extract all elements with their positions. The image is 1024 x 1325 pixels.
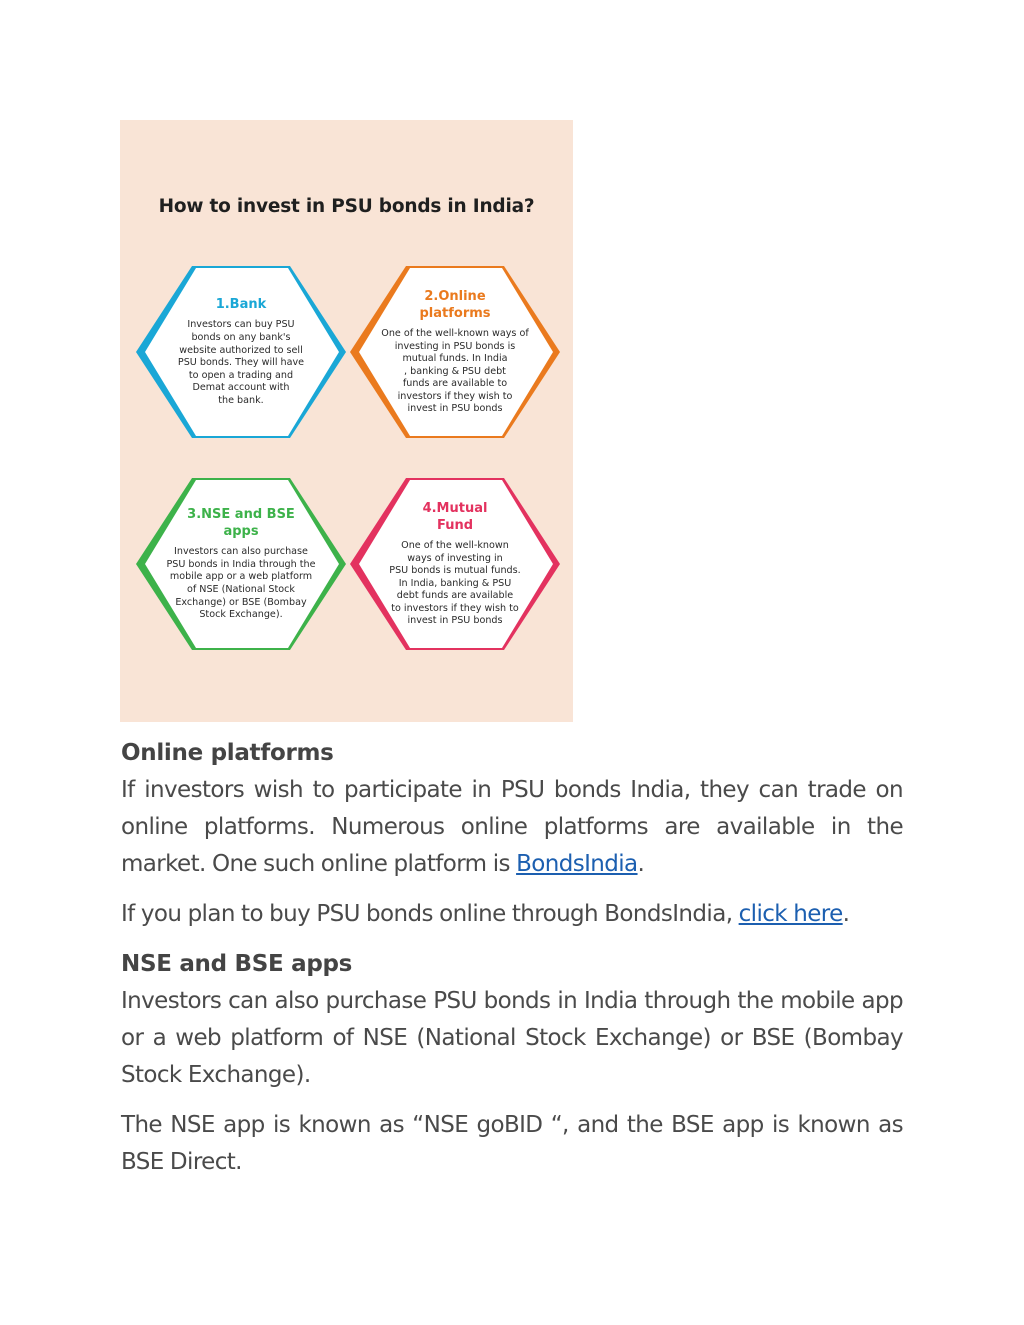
- hex-title-online-platforms: 2.Online platforms: [419, 288, 491, 321]
- hex-body-nse-bse-apps: Investors can also purchase PSU bonds in India through the mobile app or a web platform of NSE (National Stock Exchange) or BSE (Bombay Stock Exchange).: [166, 546, 316, 621]
- hex-card-bank: [132, 264, 350, 440]
- article-body: [121, 735, 903, 1181]
- bondsindia-link[interactable]: BondsIndia: [516, 851, 638, 877]
- hex-card-nse-bse-apps: [132, 476, 350, 652]
- online-paragraph-text: If investors wish to participate in PSU bonds India, they can trade on online platforms. Numerous online platforms are available in the market. One such online platform is: [121, 777, 903, 877]
- hex-title-mutual-fund: 4.Mutual Fund: [422, 500, 488, 533]
- buy-online-end: .: [842, 901, 850, 927]
- nse-bse-heading: NSE and BSE apps: [121, 951, 353, 977]
- hex-card-mutual-fund: [346, 476, 564, 652]
- buy-online-text: If you plan to buy PSU bonds online through BondsIndia,: [121, 901, 739, 927]
- hex-title-nse-bse-apps: 3.NSE and BSE apps: [187, 507, 295, 540]
- hex-title-bank: 1.Bank: [215, 297, 267, 313]
- online-paragraph-end: .: [637, 851, 645, 877]
- hex-body-mutual-fund: One of the well-known ways of investing in PSU bonds is mutual funds. In India, banking & PSU debt funds are available to investors if they wish to invest in PSU bonds: [389, 539, 521, 627]
- click-here-link[interactable]: click here: [738, 901, 843, 927]
- hex-body-online-platforms: One of the well-known ways of investing in PSU bonds is mutual funds. In India , banking & PSU debt funds are available to investors if they wish to invest in PSU bonds: [381, 327, 529, 415]
- hex-card-online-platforms: [346, 264, 564, 440]
- hex-body-bank: Investors can buy PSU bonds on any bank's website authorized to sell PSU bonds. They will have to open a trading and Demat account with the bank.: [177, 319, 305, 406]
- online-platforms-heading: Online platforms: [121, 740, 334, 766]
- psu-bonds-infographic: [120, 120, 573, 722]
- nse-bse-apps-paragraph: The NSE app is known as “NSE goBID “, and the BSE app is known as BSE Direct.: [121, 1112, 903, 1175]
- nse-bse-paragraph: Investors can also purchase PSU bonds in India through the mobile app or a web platform of NSE (National Stock Exchange) or BSE (Bombay Stock Exchange).: [121, 988, 903, 1088]
- infographic-title: How to invest in PSU bonds in India?: [158, 196, 535, 217]
- buy-online-paragraph: [121, 896, 903, 933]
- online-platforms-paragraph: [121, 772, 903, 883]
